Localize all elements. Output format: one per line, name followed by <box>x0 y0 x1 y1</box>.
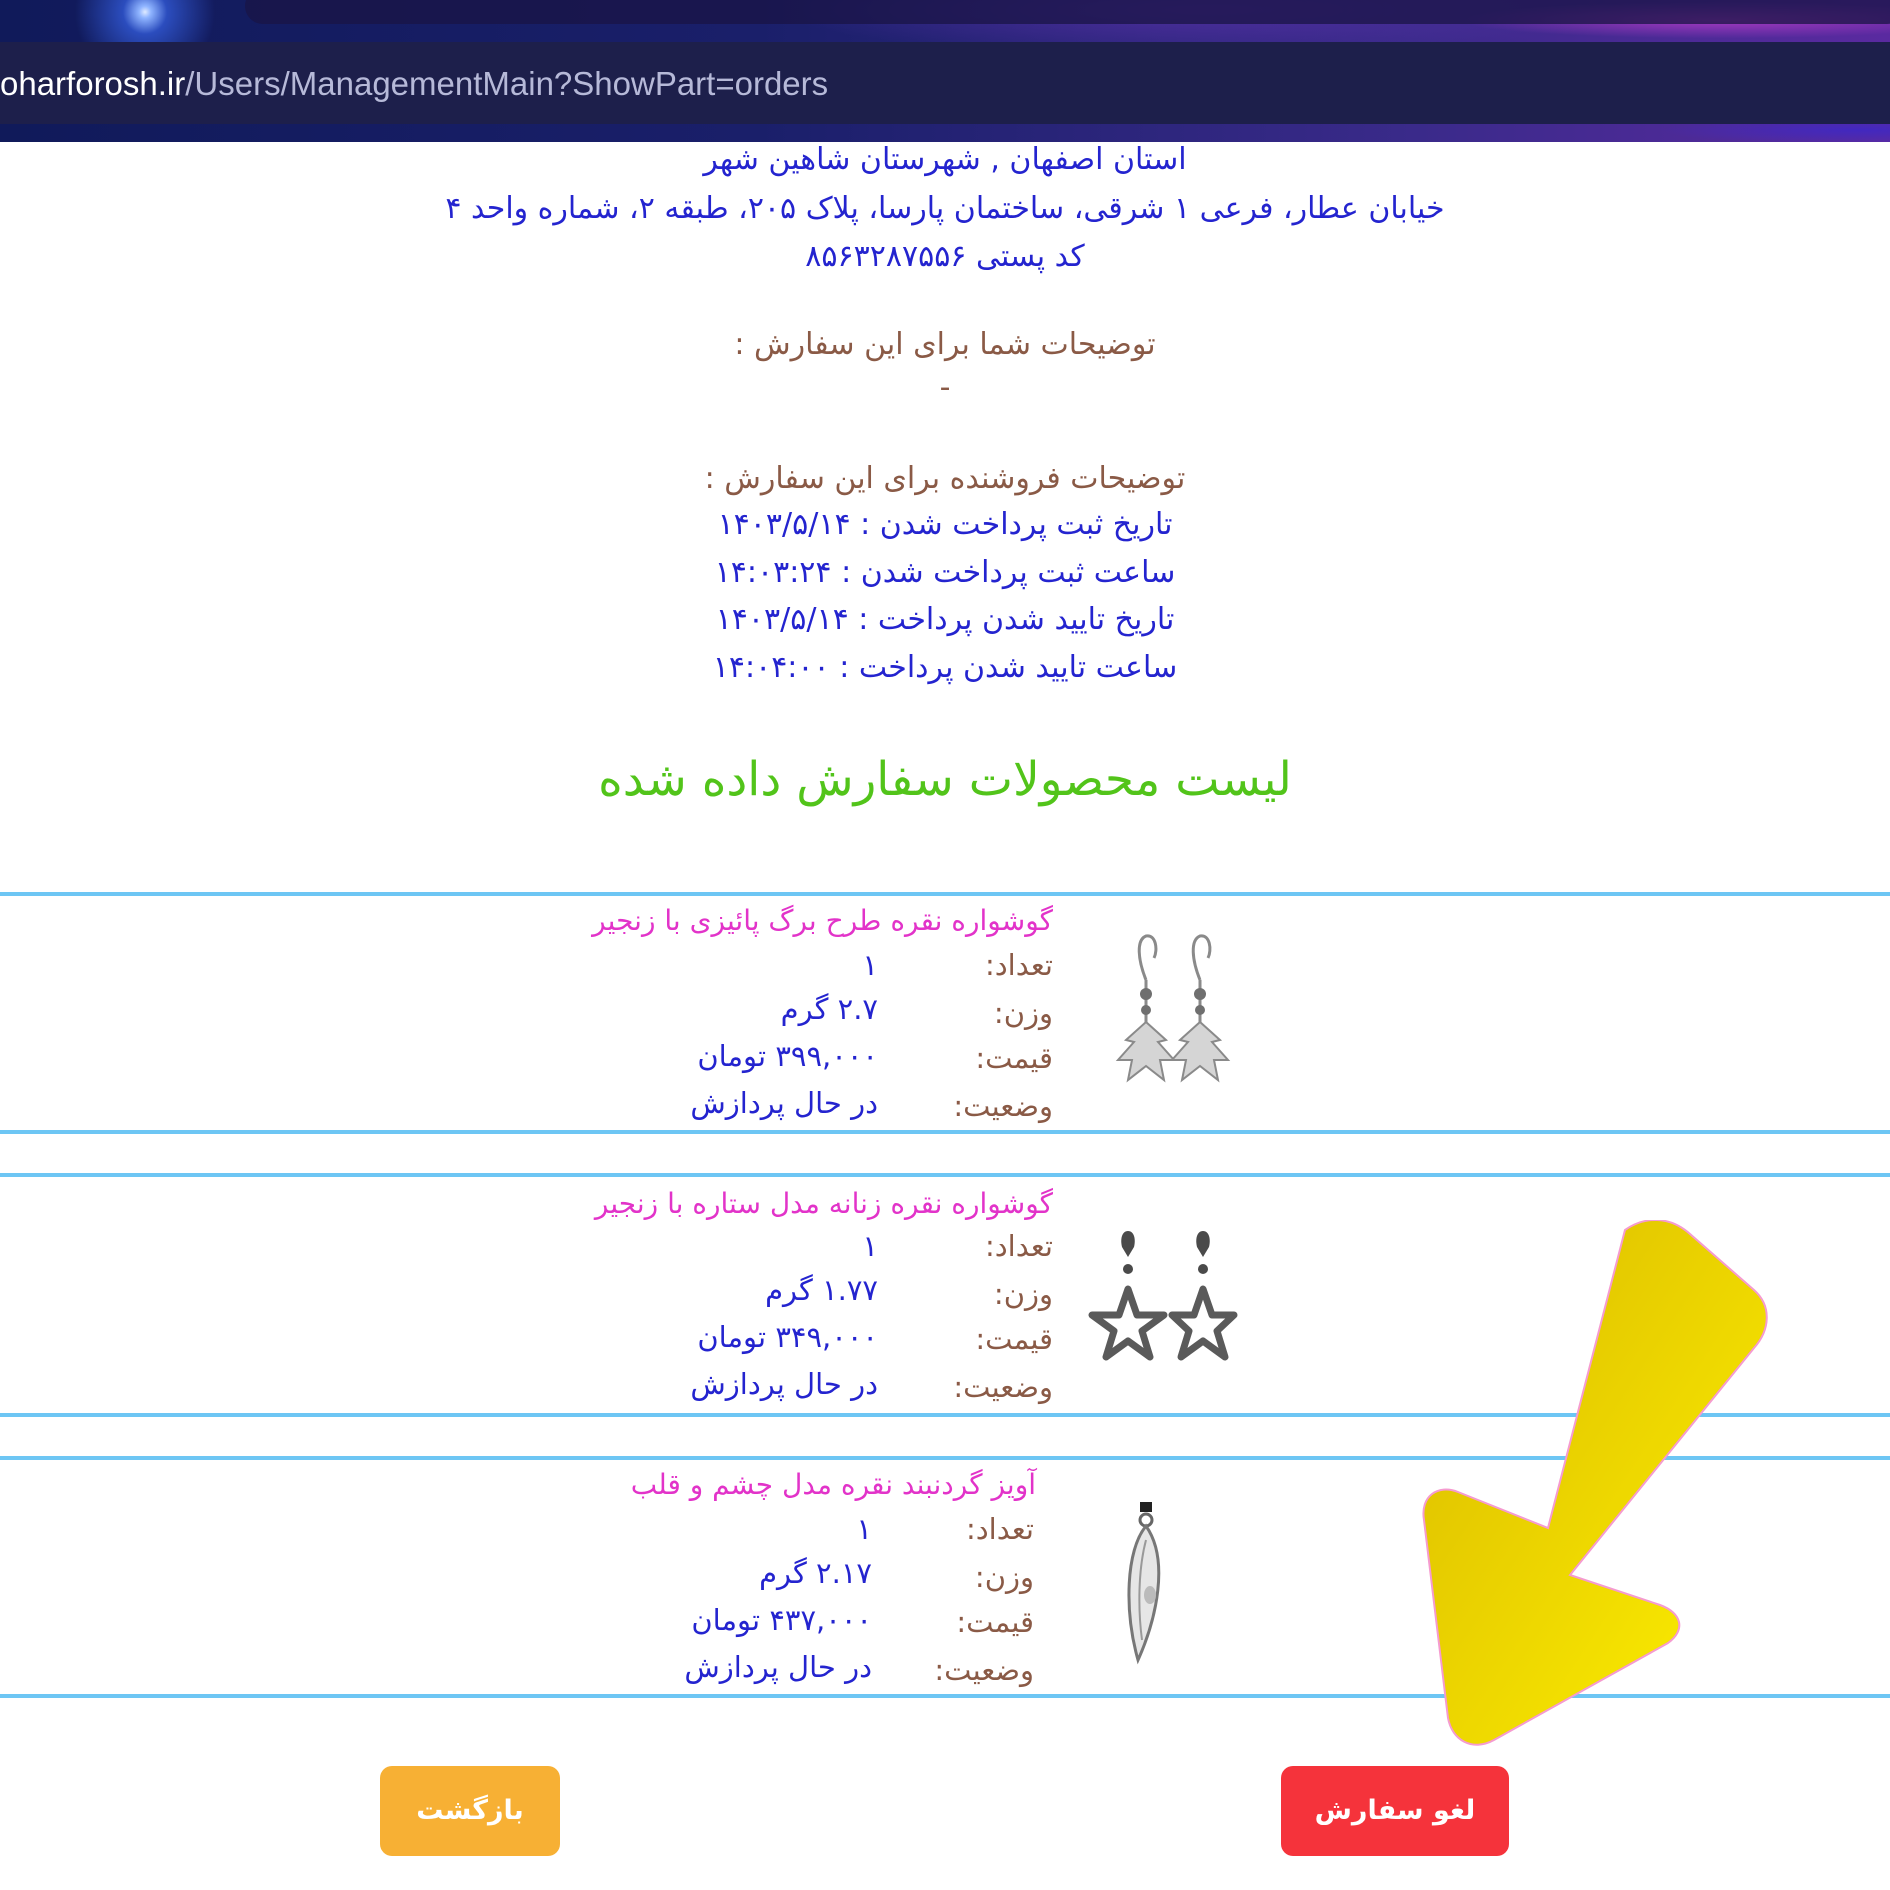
back-button[interactable]: بازگشت <box>380 1766 560 1856</box>
browser-chrome <box>0 0 1890 142</box>
weight-label: وزن: <box>993 1277 1053 1311</box>
product-title[interactable]: گوشواره نقره طرح برگ پائیزی با زنجیر <box>592 904 1053 937</box>
postal-code: کد پستی ۸۵۶۳۲۸۷۵۵۶ <box>805 239 1085 274</box>
price-value: ۳۹۹,۰۰۰ تومان <box>697 1039 878 1073</box>
url-host: oharforosh.ir <box>0 65 186 102</box>
annotation-arrow-icon <box>1400 1220 1780 1760</box>
status-value: در حال پردازش <box>690 1086 878 1120</box>
seller-notes-label: توضیحات فروشنده برای این سفارش : <box>704 461 1186 496</box>
price-label: قیمت: <box>956 1605 1034 1639</box>
price-label: قیمت: <box>975 1322 1053 1356</box>
quantity-value: ۱ <box>862 1229 878 1263</box>
price-value: ۳۴۹,۰۰۰ تومان <box>697 1320 878 1354</box>
weight-label: وزن: <box>974 1560 1034 1594</box>
customer-notes-value: - <box>939 370 951 405</box>
weight-value: ۲.۱۷ گرم <box>759 1556 872 1590</box>
quantity-label: تعداد: <box>965 1512 1034 1546</box>
quantity-label: تعداد: <box>984 948 1053 982</box>
status-label: وضعیت: <box>953 1370 1053 1404</box>
quantity-label: تعداد: <box>984 1229 1053 1263</box>
product-title[interactable]: گوشواره نقره زنانه مدل ستاره با زنجیر <box>594 1187 1053 1220</box>
product-card <box>0 892 1890 1134</box>
address-street: خیابان عطار، فرعی ۱ شرقی، ساختمان پارسا، پلاک ۲۰۵، طبقه ۲، شماره واحد ۴ <box>445 191 1445 226</box>
weight-label: وزن: <box>993 996 1053 1030</box>
pendant-image[interactable] <box>1116 1500 1176 1670</box>
tab-strip[interactable] <box>245 0 1890 24</box>
products-heading: لیست محصولات سفارش داده شده <box>598 752 1292 807</box>
status-value: در حال پردازش <box>684 1650 872 1684</box>
star-earrings-image[interactable] <box>1088 1229 1238 1369</box>
status-label: وضعیت: <box>934 1653 1034 1687</box>
product-title[interactable]: آویز گردنبند نقره مدل چشم و قلب <box>630 1468 1036 1501</box>
quantity-value: ۱ <box>856 1512 872 1546</box>
url-text[interactable] <box>0 62 828 106</box>
payment-confirmed-time: ساعت تایید شدن پرداخت : ۱۴:۰۴:۰۰ <box>712 650 1178 685</box>
weight-value: ۱.۷۷ گرم <box>765 1273 878 1307</box>
payment-registered-time: ساعت ثبت پرداخت شدن : ۱۴:۰۳:۲۴ <box>714 555 1176 590</box>
price-label: قیمت: <box>975 1041 1053 1075</box>
status-label: وضعیت: <box>953 1089 1053 1123</box>
leaf-earrings-image[interactable] <box>1108 930 1238 1100</box>
status-value: در حال پردازش <box>690 1367 878 1401</box>
customer-notes-label: توضیحات شما برای این سفارش : <box>734 327 1156 362</box>
weight-value: ۲.۷ گرم <box>780 992 878 1026</box>
address-province-city: استان اصفهان , شهرستان شاهین شهر <box>703 142 1187 177</box>
url-path: /Users/ManagementMain?ShowPart=orders <box>185 65 829 102</box>
quantity-value: ۱ <box>862 948 878 982</box>
price-value: ۴۳۷,۰۰۰ تومان <box>691 1603 872 1637</box>
payment-registered-date: تاریخ ثبت پرداخت شدن : ۱۴۰۳/۵/۱۴ <box>717 507 1173 542</box>
payment-confirmed-date: تاریخ تایید شدن پرداخت : ۱۴۰۳/۵/۱۴ <box>715 602 1175 637</box>
cancel-order-button[interactable]: لغو سفارش <box>1281 1766 1509 1856</box>
